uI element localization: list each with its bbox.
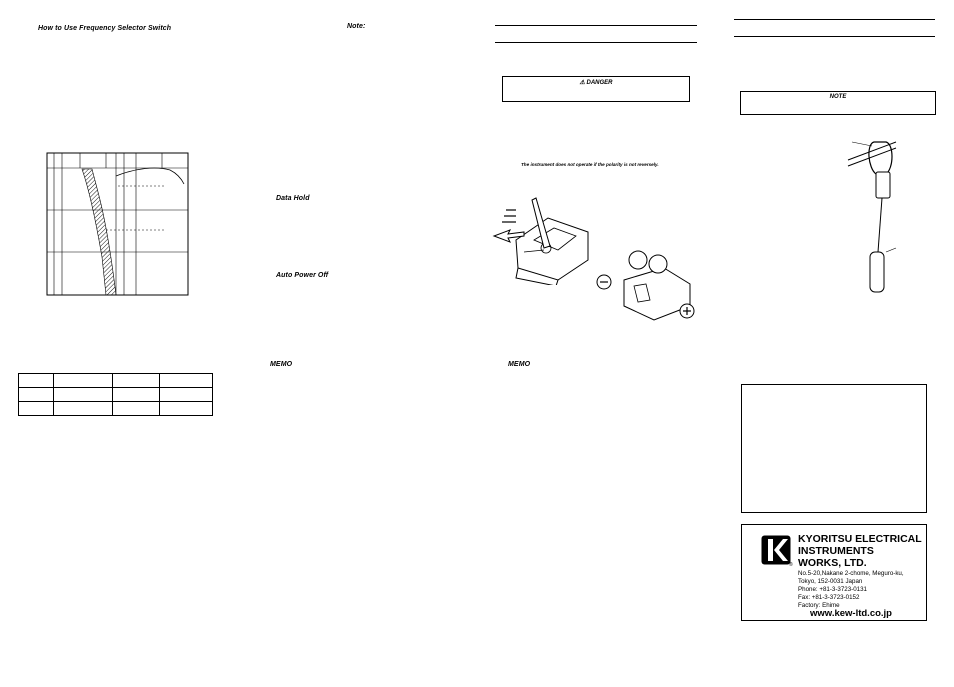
clamp-meter-illustration: [846, 132, 898, 302]
kyoritsu-logo-icon: [761, 535, 791, 565]
company-address-line2: Tokyo, 152-0031 Japan: [798, 578, 863, 585]
company-factory: Factory: Ehime: [798, 602, 840, 609]
table-row: [19, 402, 213, 416]
registered-mark: ®: [789, 562, 793, 568]
company-box: [741, 524, 927, 621]
company-fax: Fax: +81-3-3723-0152: [798, 594, 860, 601]
note-label: NOTE: [829, 94, 847, 100]
danger-box: [502, 76, 690, 102]
battery-cell: [649, 255, 667, 273]
note-box: [740, 91, 936, 115]
response-curve: [116, 168, 184, 184]
battery-cell: [629, 251, 647, 269]
company-name-line3: WORKS, LTD.: [798, 557, 867, 569]
auto-power-off-heading: Auto Power Off: [276, 272, 329, 279]
polarity-caption: The instrument does not operate if the polarity is not reversely.: [521, 162, 659, 167]
danger-label: ⚠ DANGER: [579, 80, 613, 86]
frequency-selector-heading: How to Use Frequency Selector Switch: [38, 25, 172, 32]
note-heading: Note:: [347, 23, 366, 30]
company-phone: Phone: +81-3-3723-0131: [798, 586, 867, 593]
chart-frame: [47, 153, 188, 295]
divider: [734, 19, 935, 20]
divider: [734, 36, 935, 37]
clamp-jaw: [869, 142, 892, 174]
battery-insertion-illustration: [594, 240, 698, 322]
memo-heading-2: MEMO: [508, 361, 531, 368]
table-row: [19, 388, 213, 402]
battery-cover-illustration: [488, 190, 593, 285]
attenuation-band: [82, 169, 116, 295]
data-hold-heading: Data Hold: [276, 195, 310, 202]
divider: [495, 42, 697, 43]
company-name-line1: KYORITSU ELECTRICAL: [798, 533, 922, 545]
company-name-line2: INSTRUMENTS: [798, 545, 874, 557]
divider: [495, 25, 697, 26]
frequency-table: [18, 373, 213, 416]
company-website-link[interactable]: www.kew-ltd.co.jp: [810, 608, 892, 619]
memo-heading: MEMO: [270, 361, 293, 368]
table-row: [19, 374, 213, 388]
company-address-line1: No.5-20,Nakane 2-chome, Meguro-ku,: [798, 570, 904, 577]
notes-box: [741, 384, 927, 513]
frequency-response-chart: [46, 152, 189, 297]
